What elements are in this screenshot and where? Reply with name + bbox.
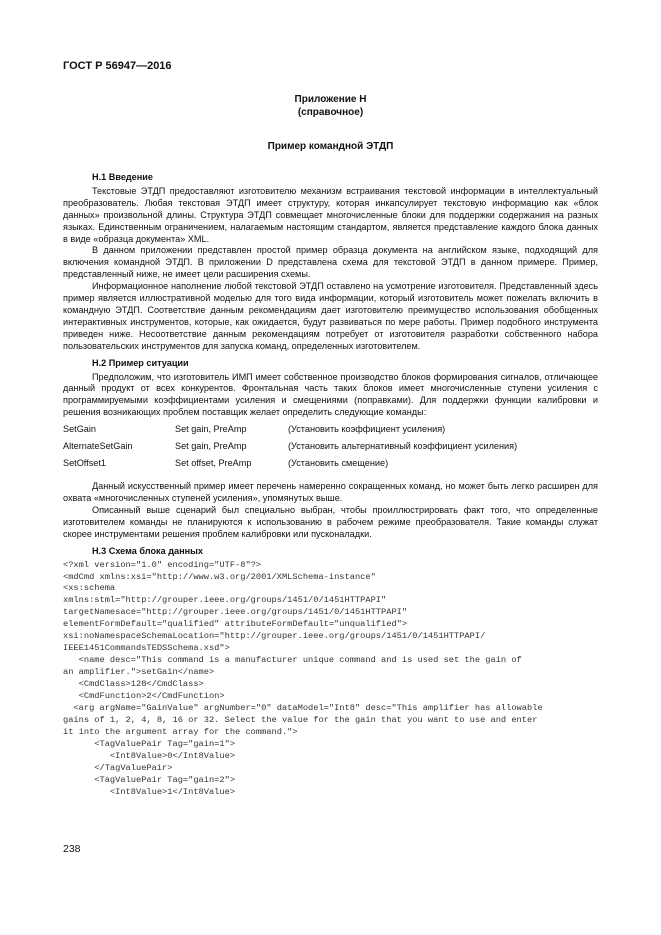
page-number: 238 [63, 843, 81, 855]
section-heading-situation: Н.2 Пример ситуации [92, 357, 189, 368]
command-args: Set gain, PreAmp [175, 424, 247, 435]
command-list [63, 424, 598, 475]
command-name: AlternateSetGain [63, 441, 133, 452]
paragraph: В данном приложении представлен простой пример образца документа на английском языке, подходящий для включения командной ЭТДП. В приложении D представлена схема для текстовой ЭТДП в данном примере. Пример, представленный ниже, не имеет цели расширения схемы. [63, 245, 598, 280]
paragraph: Данный искусственный пример имеет перечень намеренно сокращенных команд, но может быть легко расширен для охвата «многочисленных ступеней усиления», упомянутых выше. [63, 481, 598, 504]
command-row [63, 458, 598, 475]
paragraph: Текстовые ЭТДП предоставляют изготовителю механизм встраивания текстовой информации в интеллектуальный преобразователь. Любая текстовая ЭТДП имеет структуру, которая инкапсулирует текстовую информацию как «блок данных» произвольной длины. Структура ЭТДП совмещает многочисленные блоки для поддержки содержания на разных языках. Единственным ограничением, налагаемым настоящим стандартом, является представление каждого блока данных в виде «образца документа» XML. [63, 185, 598, 244]
command-description: (Установить смещение) [288, 458, 389, 469]
paragraph: Описанный выше сценарий был специально выбран, чтобы проиллюстрировать факт того, что определенные изготовителем команды не планируются к использованию в рабочем режиме преобразователя. Такие команды служат скорее инструментами решения проблем калибровки или пусконаладки. [63, 504, 598, 539]
document-title: Пример командной ЭТДП [267, 141, 394, 152]
command-row [63, 441, 598, 458]
annex-heading [0, 93, 661, 119]
xml-code-block: <?xml version="1.0" encoding="UTF-8"?> <mdCmd xmlns:xsi="http://www.w3.org/2001/XMLSchema-instance" <xs:schema xmlns:stml="http://grouper.ieee.org/groups/1451/0/1451HTTPAPI" targetNamesace="http://grouper.ieee.org/groups/1451/0/1451HTTPAPI" elementFormDefault="qualified" attributeFormDefault="unqualified"> xsi:noNamespaceSchemaLocation="http://grouper.ieee.org/groups/1451/0/1451HTTPAPI/ IEEE1451CommandsTEDSSchema.xsd"> <name desc="This command is a manufacturer unique command and is used set the gain of an amplifier.">setGain</name> <CmdClass>128</CmdClass> <CmdFunction>2</CmdFunction> <arg argName="GainValue" argNumber="0" dataModel="Int8" desc="This amplifier has allowable gains of 1, 2, 4, 8, 16 or 32. Select the value for the gain that you want to use and enter it into the argument array for the command."> <TagValuePair Tag="gain=1"> <Int8Value>0</Int8Value> </TagValuePair> <TagValuePair Tag="gain=2"> <Int8Value>1</Int8Value> [63, 559, 543, 797]
standard-header: ГОСТ Р 56947—2016 [63, 60, 172, 72]
section-heading-schema: Н.3 Схема блока данных [92, 545, 203, 556]
command-args: Set gain, PreAmp [175, 441, 247, 452]
content-body [63, 172, 598, 799]
paragraph: Информационное наполнение любой текстовой ЭТДП оставлено на усмотрение изготовителя. Представленный здесь пример является иллюстративной моделью для того вида информации, который изготовитель может пожелать включить в командную ЭТДП. Соответствие данным рекомендациям дает изготовителю преимущество использования обобщенных интерактивных инструментов, которые, как ожидается, будут развиваться по мере работы. Пример подобного инструмента приведен ниже. Несоответствие данным рекомендациям потребует от изготовителя разработки собственного набора пользовательских инструментов для запуска команд, определенных изготовителем. [63, 281, 598, 351]
command-description: (Установить альтернативный коэффициент усиления) [288, 441, 518, 452]
annex-type: (справочное) [297, 107, 364, 118]
command-row [63, 424, 598, 441]
command-args: Set offset, PreAmp [175, 458, 252, 469]
annex-title: Приложение Н [294, 94, 367, 105]
section-heading-intro: Н.1 Введение [92, 172, 153, 182]
command-name: SetGain [63, 424, 96, 435]
paragraph: Предположим, что изготовитель ИМП имеет собственное производство блоков формирования сигналов, отличающее данный продукт от всех конкурентов. Фронтальная часть таких блоков имеет многочисленные ступени усиления с программируемыми коэффициентами усиления и смещениями (поправками). Для поддержки функции калибровки и решения возникающих проблем поставщик желает определить следующие команды: [63, 371, 598, 418]
command-name: SetOffset1 [63, 458, 106, 469]
command-description: (Установить коэффициент усиления) [288, 424, 446, 435]
